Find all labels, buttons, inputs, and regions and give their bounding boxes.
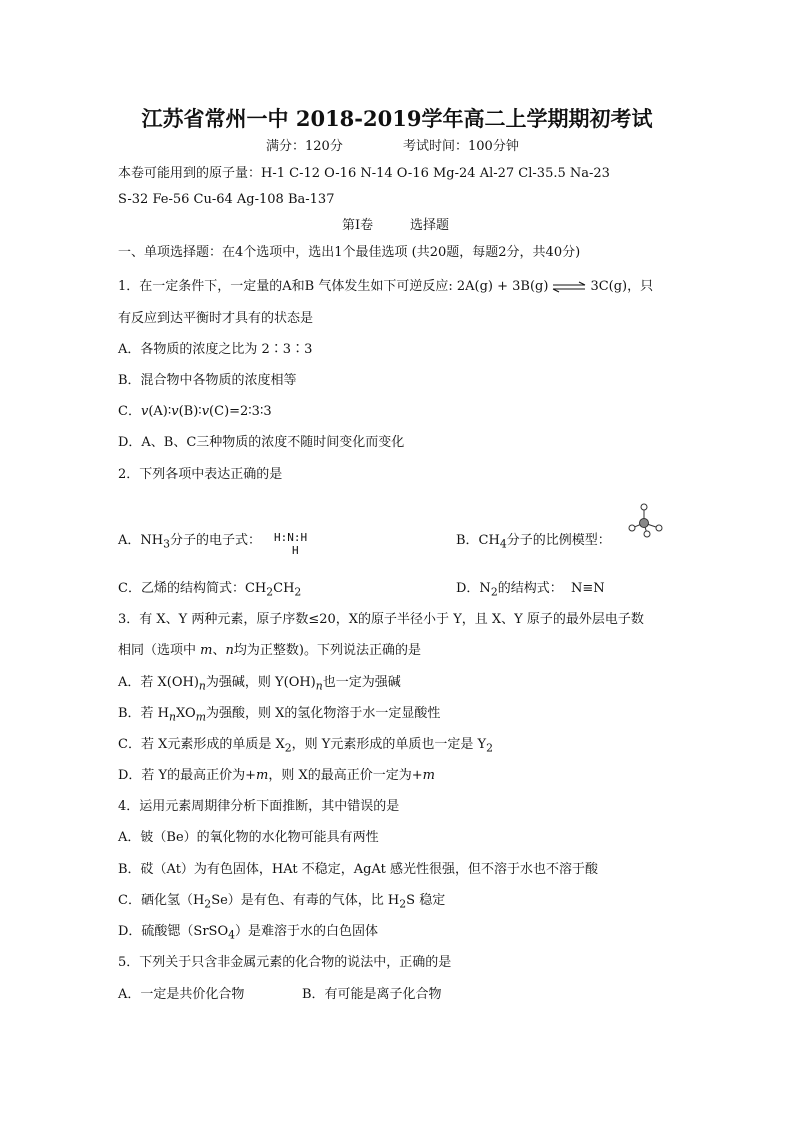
q2-stem: 2．下列各项中表达正确的是 xyxy=(118,467,283,482)
atomic-masses-line2: S-32 Fe-56 Cu-64 Ag-108 Ba-137 xyxy=(118,192,335,207)
q2-b-suffix: 分子的比例模型： xyxy=(506,533,611,548)
q2-c-sub2: 2 xyxy=(294,585,302,599)
section-name: 选择题 xyxy=(410,218,450,233)
q3-a-sub2: n xyxy=(315,679,323,693)
q1-stem-line2: 有反应到达平衡时才具有的状态是 xyxy=(118,311,314,326)
q1-c-a: (A)∶ xyxy=(148,404,172,419)
q4-c-a: C．硒化氢（H xyxy=(118,893,205,908)
q3-a-sub1: n xyxy=(198,679,206,693)
q5-stem: 5．下列关于只含非金属元素的化合物的说法中，正确的是 xyxy=(118,955,452,970)
q3-c-sub1: 2 xyxy=(284,741,292,755)
q1-option-d: D．A、B、C三种物质的浓度不随时间变化而变化 xyxy=(118,435,405,450)
q1-option-b: B．混合物中各物质的浓度相等 xyxy=(118,373,297,388)
q3-d-m1: m xyxy=(256,768,269,783)
q4-c-sub2: 2 xyxy=(399,897,407,911)
q5-option-a: A．一定是共价化合物 xyxy=(118,987,245,1002)
q3-b-b: XO xyxy=(176,706,196,721)
q3-b-a: B．若 H xyxy=(118,706,170,721)
q4-stem: 4．运用元素周期律分析下面推断，其中错误的是 xyxy=(118,799,400,814)
q4-option-d xyxy=(118,924,378,944)
q4-d-a: D．硫酸锶（SrSO xyxy=(118,924,229,939)
q3-a-c: 也一定为强碱 xyxy=(322,675,401,690)
q1-stem-b: 3C(g)，只 xyxy=(590,279,654,294)
q3-c-b: ，则 Y元素形成的单质也一定是 Y xyxy=(291,737,487,752)
q4-option-a: A．铍（Be）的氧化物的水化物可能具有两性 xyxy=(118,830,379,845)
q5-option-b: B．有可能是离子化合物 xyxy=(302,987,442,1002)
q4-option-c xyxy=(118,893,445,913)
q2-c-sub1: 2 xyxy=(266,585,274,599)
q2-d-sub: 2 xyxy=(490,585,498,599)
q2-c-prefix: C．乙烯的结构简式：CH xyxy=(118,581,267,596)
q1-stem xyxy=(118,279,653,295)
q3-d-a: D．若 Y的最高正价为+ xyxy=(118,768,257,783)
q3-s2-c: 均为正整数)。下列说法正确的是 xyxy=(233,643,421,658)
q3-stem-line2 xyxy=(118,643,421,659)
q2-a-prefix: A．NH xyxy=(118,533,164,548)
q2-option-d xyxy=(456,581,605,601)
q3-d-b: ，则 X的最高正价一定为+ xyxy=(268,768,423,783)
q3-option-c xyxy=(118,737,493,757)
q3-b-sub2: m xyxy=(195,710,206,724)
q4-c-b: Se）是有色、有毒的气体，比 H xyxy=(211,893,400,908)
q1-c-prefix: C． xyxy=(118,404,141,419)
q3-s2-a: 相同（选项中 xyxy=(118,643,197,658)
page-title: 江苏省常州一中 2018-2019学年高二上学期期初考试 xyxy=(141,106,653,131)
q2-option-b xyxy=(456,533,611,553)
q3-a-b: 为强碱，则 Y(OH) xyxy=(205,675,316,690)
q4-d-sub: 4 xyxy=(228,928,235,942)
q4-d-b: ）是难溶于水的白色固体 xyxy=(235,924,379,939)
q3-s2-n: n xyxy=(225,643,234,658)
section-part: 第Ⅰ卷 xyxy=(342,218,374,233)
q3-b-sub1: n xyxy=(169,710,177,724)
q2-d-suffix: 的结构式： xyxy=(497,581,563,596)
section-instructions: 一、单项选择题：在4个选项中，选出1个最佳选项 (共20题，每题2分，共40分) xyxy=(118,245,581,260)
q1-c-v1: v xyxy=(140,404,149,419)
nh3-electron-formula-bottom: H xyxy=(292,544,299,557)
q1-c-b: (B)∶ xyxy=(178,404,202,419)
q3-stem-line1: 3．有 X、Y 两种元素，原子序数≤20，X的原子半径小于 Y，且 X、Y 原子的最外层电子数 xyxy=(118,612,644,627)
q1-option-c xyxy=(118,404,272,420)
q3-s2-b: 、 xyxy=(212,643,226,658)
q2-b-prefix: B．CH xyxy=(456,533,500,548)
q4-c-c: S 稳定 xyxy=(406,893,446,908)
q2-a-suffix: 分子的电子式： xyxy=(170,533,262,548)
q4-option-b: B．砹（At）为有色固体，HAt 不稳定，AgAt 感光性很强，但不溶于水也不溶于酸 xyxy=(118,862,599,877)
q2-d-formula: N≡N xyxy=(570,581,605,596)
q2-option-a xyxy=(118,533,261,553)
q1-c-c: (C)=2∶3∶3 xyxy=(209,404,272,419)
q3-a-a: A．若 X(OH) xyxy=(118,675,199,690)
full-marks: 满分：120分 xyxy=(266,139,343,154)
q2-c-mid: CH xyxy=(273,581,295,596)
exam-time: 考试时间：100分钟 xyxy=(403,139,519,154)
q3-option-a xyxy=(118,675,401,695)
nh3-electron-formula-top: H:N:H xyxy=(274,531,308,544)
q2-option-c xyxy=(118,581,301,601)
q3-s2-m: m xyxy=(200,643,213,658)
equilibrium-arrow-icon xyxy=(551,281,587,293)
q3-d-m2: m xyxy=(422,768,435,783)
q3-option-d xyxy=(118,768,435,784)
q3-c-sub2: 2 xyxy=(486,741,493,755)
q1-c-v2: v xyxy=(171,404,179,419)
q1-stem-a: 1．在一定条件下，一定量的A和B 气体发生如下可逆反应: 2A(g) + 3B(g) xyxy=(118,279,549,294)
q4-c-sub1: 2 xyxy=(204,897,212,911)
q3-c-a: C．若 X元素形成的单质是 X xyxy=(118,737,285,752)
q1-c-v3: v xyxy=(201,404,210,419)
q1-option-a: A．各物质的浓度之比为 2∶3∶3 xyxy=(118,342,313,357)
q2-d-prefix: D．N xyxy=(456,581,491,596)
q3-b-c: 为强酸，则 X的氢化物溶于水一定显酸性 xyxy=(205,706,441,721)
q2-a-sub: 3 xyxy=(163,537,170,551)
atomic-masses-line1: 本卷可能用到的原子量：H-1 C-12 O-16 N-14 O-16 Mg-24 Al-27 Cl-35.5 Na-23 xyxy=(118,166,610,181)
q2-b-sub: 4 xyxy=(499,537,507,551)
q3-option-b xyxy=(118,706,440,726)
ch4-model-icon xyxy=(626,503,666,539)
